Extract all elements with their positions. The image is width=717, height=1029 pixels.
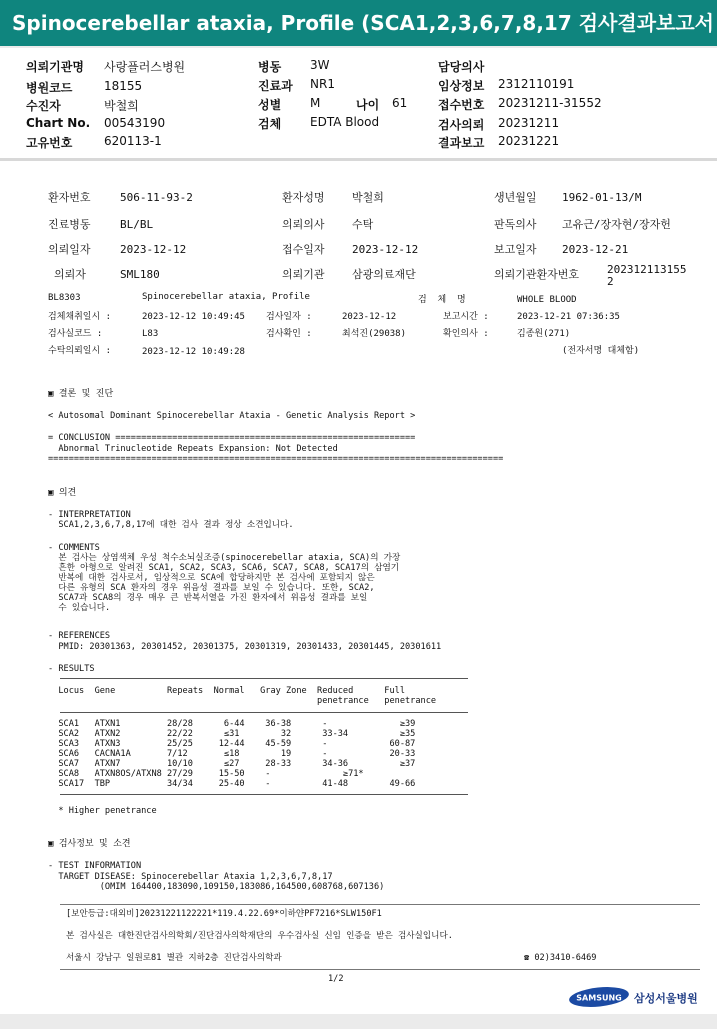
report-value: 2023-12-21 — [562, 243, 629, 256]
info-value: 사랑플러스병원 — [104, 60, 186, 74]
report-title: Spinocerebellar ataxia, Profile (SCA1,2,3,6,7,8,17 검사결과보고서 — [0, 0, 717, 46]
conclusion-text: Abnormal Trinucleotide Repeats Expansion: Not Detected — [48, 444, 338, 454]
info-value: 20231221 — [498, 134, 560, 148]
conclusion-header: = CONCLUSION ========================================================== — [48, 433, 416, 443]
hospital-name: 삼성서울병원 — [634, 992, 698, 1005]
report-value: 1962-01-13/M — [562, 191, 642, 204]
info-label: 나이 — [356, 98, 380, 112]
info-label: 고유번호 — [26, 136, 73, 150]
table-rule — [60, 678, 468, 679]
report-label: 보고일자 — [494, 243, 537, 256]
report-label: 진료병동 — [48, 218, 91, 231]
report-subtitle: < Autosomal Dominant Spinocerebellar Ataxia - Genetic Analysis Report > — [48, 411, 416, 421]
info-value: 20231211 — [498, 116, 560, 130]
info-label: 진료과 — [258, 79, 293, 93]
report-label: 검사확인 : — [266, 329, 312, 339]
report-label: 의뢰의사 — [282, 218, 325, 231]
info-label: 수진자 — [26, 99, 61, 113]
results-header: Locus Gene Repeats Normal Gray Zone Reduced Full — [48, 686, 405, 696]
test-info-heading: - TEST INFORMATION — [48, 861, 142, 871]
conclusion-rule: ======================================================================================== — [48, 454, 504, 464]
report-value: SML180 — [120, 268, 160, 281]
references-text: PMID: 20301363, 20301452, 20301375, 20301319, 20301433, 20301445, 20301611 — [48, 642, 442, 652]
info-value: 박철희 — [104, 99, 139, 113]
samsung-logo-icon — [568, 986, 630, 1008]
viewer-bottom-bar — [0, 1014, 717, 1029]
table-rule — [60, 794, 468, 795]
report-label: 판독의사 — [494, 218, 537, 231]
results-row: SCA8 ATXN8OS/ATXN8 27/29 15-50 - ≥71* — [48, 769, 364, 779]
info-value: M — [310, 96, 321, 110]
report-label: 검사일자 : — [266, 312, 312, 322]
report-value: BL/BL — [120, 218, 154, 231]
results-row: SCA17 TBP 34/34 25-40 - 41-48 49-66 — [48, 779, 416, 789]
report-label: 의뢰자 — [54, 268, 86, 281]
section-heading: ▣ 검사정보 및 소견 — [48, 839, 131, 849]
report-label: 생년월일 — [494, 191, 537, 204]
comment-line: 수 있습니다. — [48, 603, 111, 613]
report-value: 고유근/장자현/장자헌 — [562, 218, 671, 231]
test-name: Spinocerebellar ataxia, Profile — [142, 292, 310, 302]
security-line: [보안등급:대외비]20231221122221*119.4.22.69*이하얀PF7216*SLW150F1 — [66, 909, 382, 919]
report-value: L83 — [142, 329, 159, 339]
table-rule — [60, 712, 468, 713]
specimen-value: WHOLE BLOOD — [517, 295, 577, 305]
e-signature-note: (전자서명 대체함) — [562, 346, 640, 356]
comment-line: SCA7과 SCA8의 경우 매우 큰 반복서열을 가진 환자에서 위음성 결과를 보일 — [48, 593, 368, 603]
scanned-report — [0, 161, 717, 1014]
results-row: SCA1 ATXN1 28/28 6-44 36-38 - ≥39 — [48, 719, 416, 729]
report-label: 환자번호 — [48, 191, 91, 204]
results-row: SCA7 ATXN7 10/10 ≤27 28-33 34-36 ≥37 — [48, 759, 416, 769]
info-label: 병동 — [258, 60, 282, 74]
report-label: 의뢰기관 — [282, 268, 325, 281]
certification-line: 본 검사실은 대한진단검사의학회/진단검사의학재단의 우수검사실 신임 인증을 받은 검사실입니다. — [66, 931, 453, 941]
info-value: 00543190 — [104, 116, 166, 130]
footer-rule — [60, 904, 700, 905]
results-header: penetrance penetrance — [48, 696, 437, 706]
info-value: 620113-1 — [104, 134, 162, 148]
info-label: 결과보고 — [438, 136, 485, 150]
lab-phone: ☎ 02)3410-6469 — [524, 953, 597, 963]
report-label: 환자성명 — [282, 191, 325, 204]
patient-info-panel — [0, 48, 717, 158]
report-value: 2 — [607, 275, 614, 288]
report-value: 2023-12-12 10:49:28 — [142, 347, 245, 357]
info-value: EDTA Blood — [310, 115, 380, 129]
info-label: 검체 — [258, 117, 282, 131]
report-value: 수탁 — [352, 218, 374, 231]
info-label: 병원코드 — [26, 81, 73, 95]
interpretation-text: SCA1,2,3,6,7,8,17에 대한 검사 결과 정상 소견입니다. — [48, 520, 294, 530]
lab-address: 서울시 강남구 일원로81 별관 지하2층 진단검사의학과 — [66, 953, 282, 963]
report-label: 검사실코드 : — [48, 329, 103, 339]
section-heading: ▣ 결론 및 진단 — [48, 389, 114, 399]
info-label: Chart No. — [26, 116, 91, 130]
comments-heading: - COMMENTS — [48, 543, 100, 553]
results-heading: - RESULTS — [48, 664, 95, 674]
report-value: 2023-12-12 — [352, 243, 419, 256]
info-label: 접수번호 — [438, 98, 485, 112]
report-value: 삼광의료재단 — [352, 268, 416, 281]
specimen-label: 검 체 명 — [418, 295, 466, 305]
results-footnote: * Higher penetrance — [48, 806, 157, 816]
footer-rule — [60, 969, 700, 970]
info-value: 20231211-31552 — [498, 96, 602, 110]
report-value: 2023-12-12 10:49:45 — [142, 312, 245, 322]
test-code: BL8303 — [48, 293, 81, 303]
report-label: 접수일자 — [282, 243, 325, 256]
comment-line: 다른 유형의 SCA 환자의 경우 위음성 결과를 보일 수 있습니다. 또한, SCA2, — [48, 583, 375, 593]
report-label: 수탁의뢰일시 : — [48, 346, 112, 356]
report-label: 검체채취일시 : — [48, 312, 112, 322]
test-info-line: (OMIM 164400,183090,109150,183086,164500,608768,607136) — [48, 882, 385, 892]
info-value: 61 — [392, 96, 408, 110]
info-label: 담당의사 — [438, 60, 485, 74]
info-label: 의뢰기관명 — [26, 60, 84, 74]
info-label: 검사의뢰 — [438, 118, 485, 132]
report-value: 2023-12-12 — [120, 243, 187, 256]
report-value: 박철희 — [352, 191, 384, 204]
info-value: NR1 — [310, 77, 335, 91]
results-row: SCA6 CACNA1A 7/12 ≤18 19 - 20-33 — [48, 749, 416, 759]
report-label: 의뢰일자 — [48, 243, 91, 256]
report-label: 확인의사 : — [443, 329, 489, 339]
page-number: 1/2 — [328, 974, 344, 984]
report-value: 2023-12-12 — [342, 312, 397, 322]
references-heading: - REFERENCES — [48, 631, 111, 641]
report-value: 2023-12-21 07:36:35 — [517, 312, 620, 322]
report-value: 최석진(29038) — [342, 329, 407, 339]
report-label: 의뢰기관환자번호 — [494, 268, 580, 281]
test-info-line: TARGET DISEASE: Spinocerebellar Ataxia 1,2,3,6,7,8,17 — [48, 872, 333, 882]
info-label: 임상정보 — [438, 79, 485, 93]
report-value: 506-11-93-2 — [120, 191, 193, 204]
logo-brand-text: SAMSUNG — [576, 993, 622, 1003]
hospital-logo — [568, 986, 630, 1012]
info-value: 3W — [310, 58, 330, 72]
results-row: SCA3 ATXN3 25/25 12-44 45-59 - 60-87 — [48, 739, 416, 749]
info-label: 성별 — [258, 98, 282, 112]
results-row: SCA2 ATXN2 22/22 ≤31 32 33-34 ≥35 — [48, 729, 416, 739]
section-heading: ▣ 의견 — [48, 488, 77, 498]
info-value: 18155 — [104, 79, 143, 93]
info-value: 2312110191 — [498, 77, 575, 91]
report-value: 202312113155 — [607, 263, 687, 276]
report-label: 보고시간 : — [443, 312, 489, 322]
comment-line: 반복에 대한 검사로서, 임상적으로 SCA에 합당하지만 본 검사에 포함되지 않은 — [48, 573, 375, 583]
interpretation-heading: - INTERPRETATION — [48, 510, 131, 520]
report-value: 김종원(271) — [517, 329, 571, 339]
comment-line: 흔한 아형으로 알려진 SCA1, SCA2, SCA3, SCA6, SCA7, SCA8, SCA17의 삼염기 — [48, 563, 400, 573]
comment-line: 본 검사는 상염색체 우성 척수소뇌실조증(spinocerebellar ataxia, SCA)의 가장 — [48, 553, 401, 563]
